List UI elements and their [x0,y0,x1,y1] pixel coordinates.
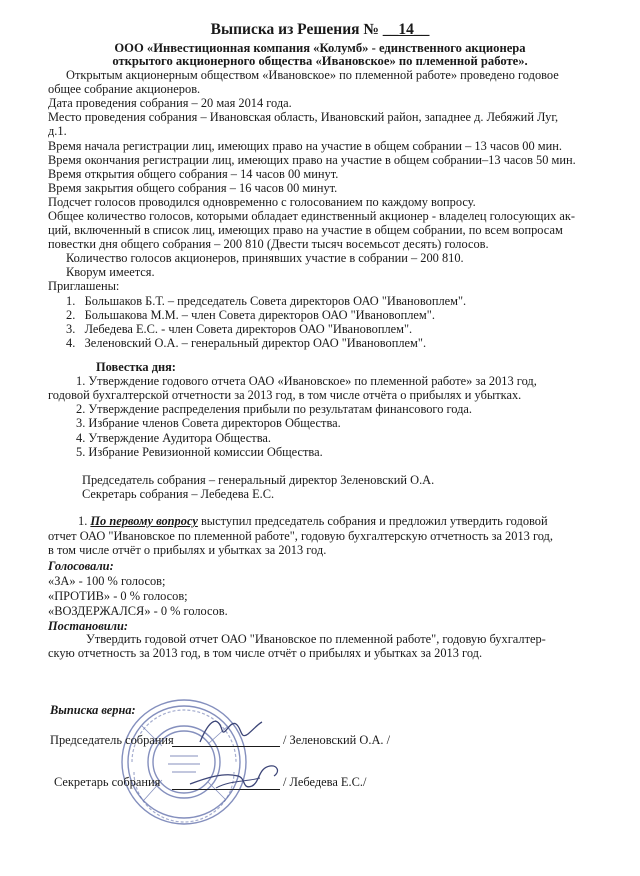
resolution-line-1: Утвердить годовой отчет ОАО "Ивановское по племенной работе", годовую бухгалтер- [86,632,546,646]
meeting-date: Дата проведения собрания – 20 мая 2014 года. [48,96,292,110]
invited-item-text: Зеленовский О.А. – генеральный директор ОАО "Ивановоплем". [84,336,427,350]
invited-item-text: Большакова М.М. – член Совета директоров ОАО "Ивановоплем". [84,308,435,322]
meeting-open-time: Время открытия общего собрания – 14 часов 00 минут. [48,167,339,181]
vote-against: «ПРОТИВ» - 0 % голосов; [48,589,188,603]
meeting-secretary: Секретарь собрания – Лебедева Е.С. [82,487,275,501]
first-question-line-1 [78,514,548,529]
invited-item-text: Большаков Б.Т. – председатель Совета директоров ОАО "Ивановоплем". [84,294,467,308]
meeting-place-line-1: Место проведения собрания – Ивановская область, Ивановский район, западнее д. Лебяжий Луг, [48,110,559,124]
chairman-signature [196,712,266,748]
agenda-item: 3. Избрание членов Совета директоров Общества. [76,416,341,430]
first-question-line-3: в том числе отчёт о прибылях и убытках за 2013 год. [48,543,327,557]
invited-item-number: 4. [66,336,76,350]
meeting-place-line-2: д.1. [48,124,67,138]
invited-item-text: Лебедева Е.С. - член Совета директоров ОАО "Ивановоплем". [84,322,413,336]
first-question-line-2: отчет ОАО "Ивановское по племенной работе", годовую бухгалтерскую отчетность за 2013 год, [48,529,553,543]
vote-counting: Подсчет голосов проводился одновременно с голосованием по каждому вопросу. [48,195,476,209]
subtitle-line-1: ООО «Инвестиционная компания «Колумб» - единственного акционера [114,41,526,55]
first-question-lead: По первому вопросу [90,514,198,528]
extract-verified: Выписка верна: [50,703,136,717]
invited-item-number: 2. [66,308,76,322]
chairman-signature-label: Председатель собрания [50,733,174,747]
votes-line-3: повестки дня общего собрания – 200 810 (Двести тысяч восемьсот десять) голосов. [48,237,489,251]
participants-votes: Количество голосов акционеров, принявших участие в собрании – 200 810. [66,251,464,265]
invited-item [66,336,426,351]
decision-number: __14__ [382,21,430,38]
agenda-item-1-line-1: 1. Утверждение годового отчета ОАО «Ивановское» по племенной работе» за 2013 год, [76,374,537,388]
invited-item-number: 3. [66,322,76,336]
meeting-close-time: Время закрытия общего собрания – 16 часов 00 минут. [48,181,338,195]
agenda-item-1-line-2: годовой бухгалтерской отчетности за 2013 год, в том числе отчёта о прибылях и убытках. [48,388,522,402]
invited-item [66,322,412,337]
agenda-item: 4. Утверждение Аудитора Общества. [76,431,271,445]
secretary-name: / Лебедева Е.С./ [283,775,367,789]
quorum: Кворум имеется. [66,265,155,279]
chairman-name: / Зеленовский О.А. / [283,733,391,747]
agenda-item: 2. Утверждение распределения прибыли по результатам финансового года. [76,402,472,416]
title-prefix: Выписка из Решения № [210,21,383,38]
intro-line-2: общее собрание акционеров. [48,82,201,96]
resolution-heading: Постановили: [48,619,129,633]
first-question-number: 1. [78,514,91,528]
secretary-signature [186,758,286,798]
invited-heading: Приглашены: [48,279,120,293]
vote-abstain: «ВОЗДЕРЖАЛСЯ» - 0 % голосов. [48,604,228,618]
invited-item [66,308,435,323]
votes-line-2: ций, включенный в список лиц, имеющих право на участие в общем собрании, по всем вопросам [48,223,563,237]
invited-item-number: 1. [66,294,76,308]
first-question-text: выступил председатель собрания и предложил утвердить годовой [197,514,548,528]
intro-line-1: Открытым акционерным обществом «Ивановское» по племенной работе» проведено годовое [66,68,559,82]
votes-line-1: Общее количество голосов, которыми обладает единственный акционер - владелец голосующих ак- [48,209,576,223]
subtitle-line-2: открытого акционерного общества «Ивановское» по племенной работе». [112,54,528,68]
agenda-item: 5. Избрание Ревизионной комиссии Общества. [76,445,323,459]
invited-item [66,294,466,309]
secretary-signature-label: Секретарь собрания [54,775,161,789]
registration-start: Время начала регистрации лиц, имеющих право на участие в общем собрании – 13 часов 00 мин. [48,139,562,153]
agenda-heading: Повестка дня: [96,360,176,374]
voting-heading: Голосовали: [48,559,114,573]
vote-for: «ЗА» - 100 % голосов; [48,574,166,588]
document-title [0,21,640,39]
registration-end: Время окончания регистрации лиц, имеющих право на участие в общем собрании–13 часов 50 мин. [48,153,576,167]
meeting-chairman: Председатель собрания – генеральный директор Зеленовский О.А. [82,473,435,487]
resolution-line-2: скую отчетность за 2013 год, в том числе отчёт о прибылях и убытках за 2013 год. [48,646,483,660]
